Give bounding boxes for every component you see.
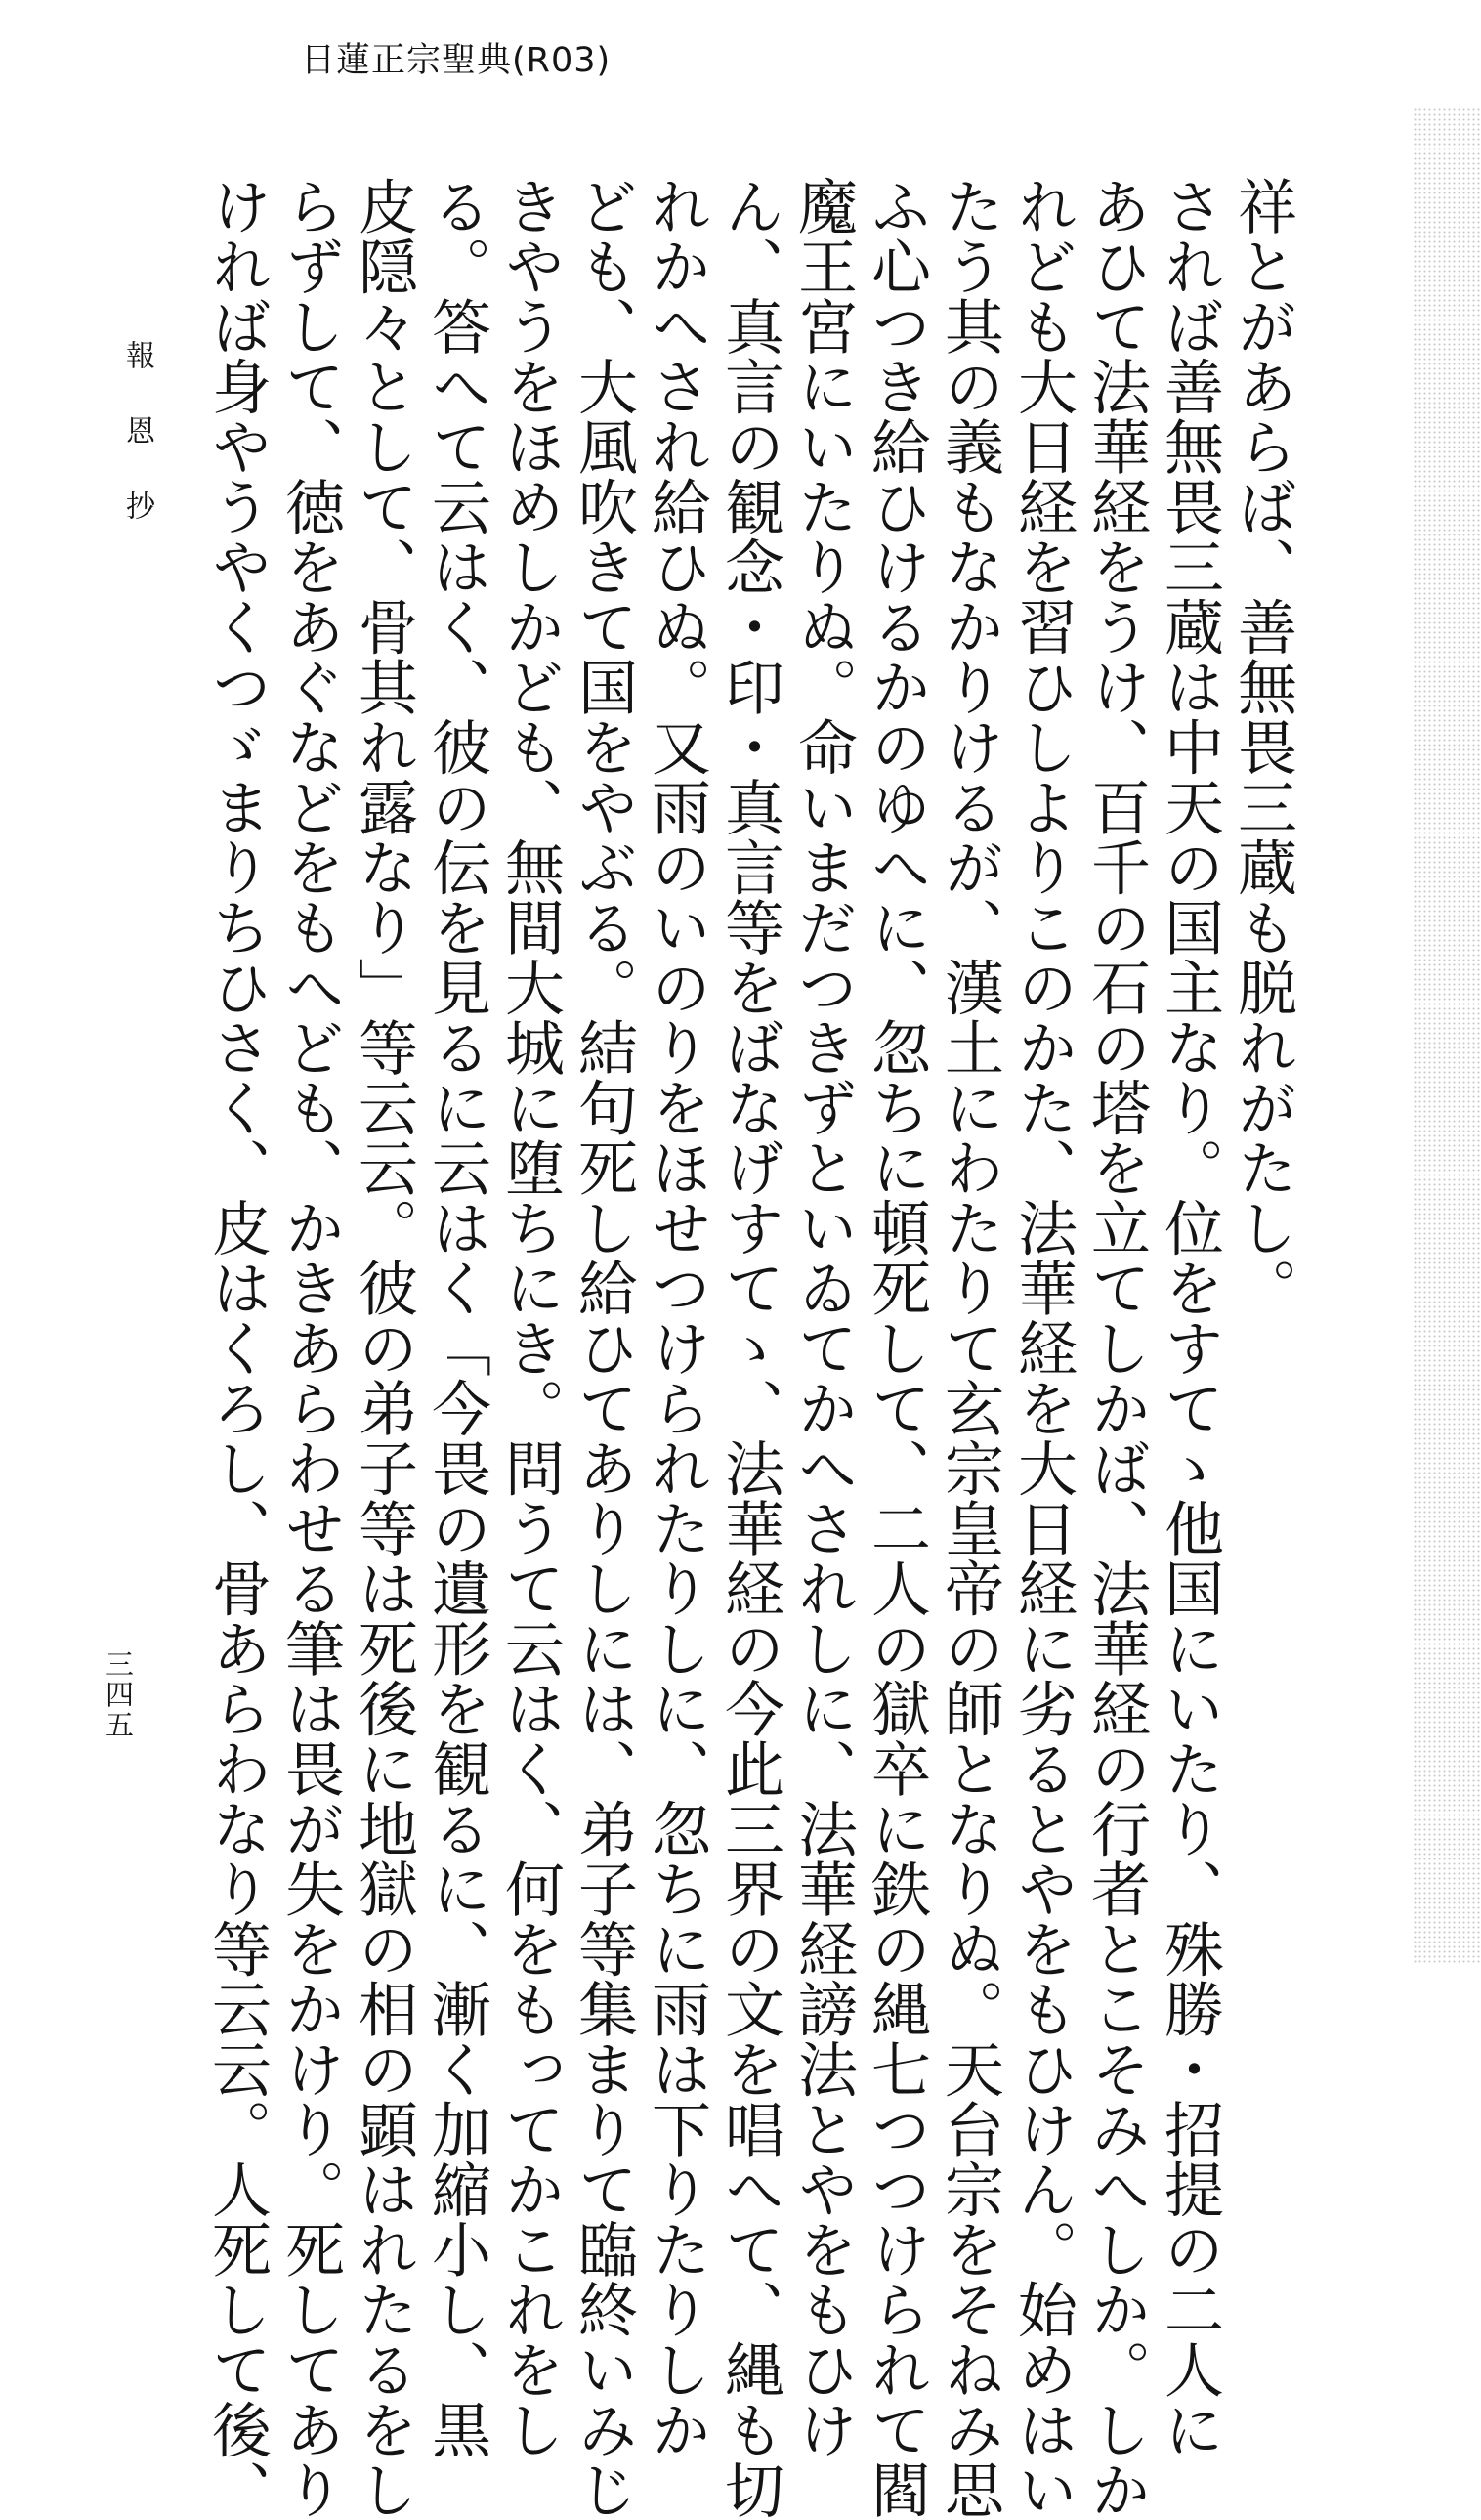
text-column: 祥とがあらば、善無畏三蔵も脱れがたし。 [1228, 176, 1297, 1318]
text-column: る。答へて云はく、彼の伝を見るに云はく「今畏の遺形を観るに、漸く加縮小し、黒 [422, 176, 491, 2459]
body-text [202, 176, 1297, 2520]
text-column: 皮隠々として、骨其れ露なり」等云云。彼の弟子等は死後に地獄の相の顕はれたるをし [349, 176, 418, 2520]
text-column: 魔王宮にいたりぬ。命いまだつきずといゐてかへされしに、法華経謗法とやをもひけ [788, 176, 858, 2459]
text-column: れども大日経を習ひしよりこのかた、法華経を大日経に劣るとやをもひけん。始めはい [1008, 176, 1078, 2520]
text-column: されば善無畏三蔵は中天の国主なり。位をすてゝ他国にいたり、殊勝・招提の二人に [1155, 176, 1224, 2459]
page-number: 三四五 [102, 1649, 135, 1740]
text-column: たう其の義もなかりけるが、漢土にわたりて玄宗皇帝の師となりぬ。天台宗をそねみ思 [935, 176, 1004, 2520]
text-column: ん、真言の観念・印・真言等をばなげすてゝ、法華経の今此三界の文を唱へて、縄も切 [715, 176, 784, 2520]
scan-edge-noise [1413, 107, 1481, 1964]
text-column: きやうをほめしかども、無間大城に堕ちにき。問うて云はく、何をもってかこれをし [495, 176, 565, 2459]
text-column: ふ心つき給ひけるかのゆへに、忽ちに頓死して、二人の獄卒に鉄の縄七つつけられて閻 [862, 176, 931, 2520]
text-column: ければ身やうやくつゞまりちひさく、皮はくろし、骨あらわなり等云云。人死して後、 [202, 176, 272, 2520]
text-column: らずして、徳をあぐなどをもへども、かきあらわせる筆は畏が失をかけり。死してあり [275, 176, 345, 2520]
text-column: あひて法華経をうけ、百千の石の塔を立てしかば、法華経の行者とこそみへしか。しか [1081, 176, 1151, 2520]
text-column: れかへされ給ひぬ。又雨のいのりをほせつけられたりしに、忽ちに雨は下りたりしか [642, 176, 711, 2459]
running-title: 報恩抄 [120, 340, 154, 566]
page-header-title: 日蓮正宗聖典(R03) [301, 41, 612, 80]
text-column: ども、大風吹きて国をやぶる。結句死し給ひてありしには、弟子等集まりて臨終いみじ [569, 176, 638, 2520]
